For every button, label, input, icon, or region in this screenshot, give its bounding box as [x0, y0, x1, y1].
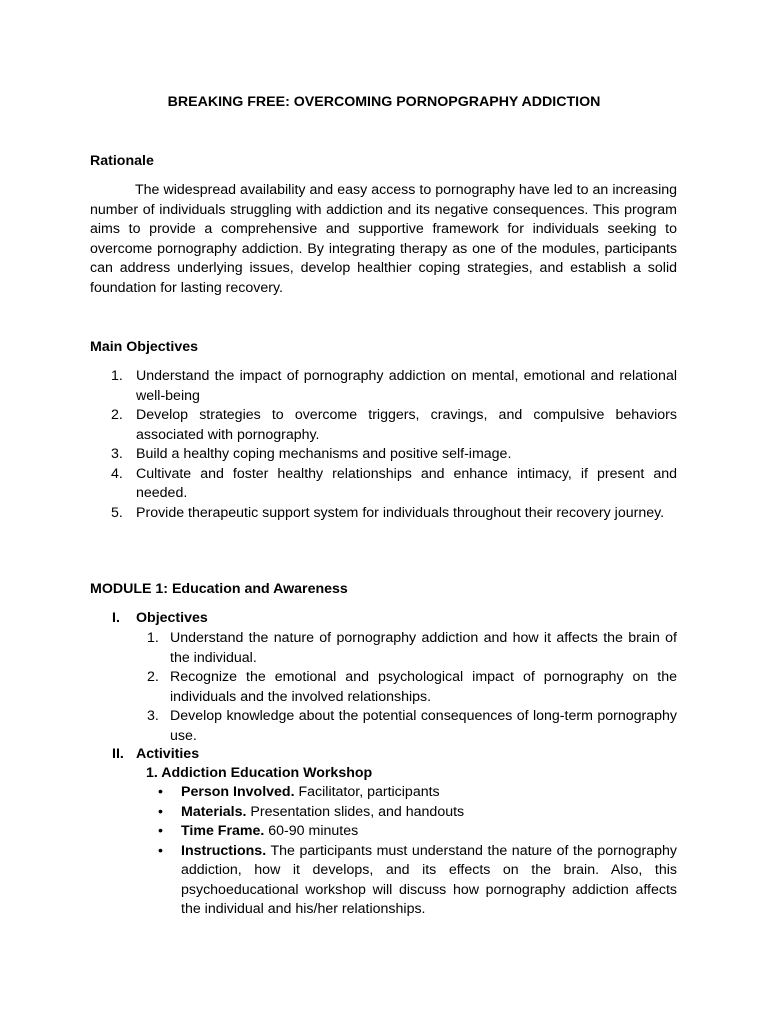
- list-item: • Time Frame. 60-90 minutes: [90, 822, 677, 842]
- bullet-icon: •: [158, 842, 163, 859]
- roman-numeral: II.: [112, 746, 124, 762]
- list-item: 2. Recognize the emotional and psychological impact of pornography on the individuals and the involved relationships.: [147, 669, 677, 705]
- rationale-heading: Rationale: [90, 153, 154, 169]
- list-item: 2. Develop strategies to overcome triggers, cravings, and compulsive behaviors associated with pornography.: [111, 407, 677, 443]
- list-item: 3. Develop knowledge about the potential consequences of long-term pornography use.: [147, 708, 677, 744]
- bullet-icon: •: [158, 784, 163, 800]
- list-item: 1. Understand the nature of pornography addiction and how it affects the brain of the individual.: [147, 630, 677, 666]
- workshop-title: 1. Addiction Education Workshop: [146, 765, 373, 781]
- module1-objectives-list: [90, 629, 677, 746]
- list-item: 4. Cultivate and foster healthy relationships and enhance intimacy, if present and needed.: [111, 465, 677, 501]
- roman-numeral: I.: [112, 610, 120, 626]
- bullet-icon: •: [158, 823, 163, 839]
- main-objectives-list: [90, 367, 677, 523]
- main-objectives-heading: Main Objectives: [90, 339, 199, 355]
- list-item: 5. Provide therapeutic support system for individuals throughout their recovery journey.: [111, 504, 665, 521]
- document-title: BREAKING FREE: OVERCOMING PORNOPGRAPHY ADDICTION: [167, 94, 601, 110]
- section-label: Objectives: [136, 610, 208, 626]
- list-item: • Materials. Presentation slides, and handouts: [90, 803, 677, 823]
- list-item: 3. Build a healthy coping mechanisms and positive self-image.: [111, 446, 512, 462]
- rationale-paragraph: The widespread availability and easy access to pornography have led to an increasing number of individuals struggling with addiction and its negative consequences. This program aims to provide a comprehensive and supportive framework for individuals seeking to overcome pornography addiction. By integrating therapy as one of the modules, participants can address underlying issues, develop healthier coping strategies, and establish a solid foundation for lasting recovery.: [90, 182, 677, 296]
- workshop-details-list: [90, 783, 677, 920]
- list-item: • Person Involved. Facilitator, participants: [90, 783, 677, 803]
- module1-heading: MODULE 1: Education and Awareness: [90, 581, 348, 597]
- section-label: Activities: [136, 746, 200, 762]
- list-item: • Instructions. The participants must understand the nature of the pornography addiction, how it develops, and its effects on the brain. Also, this psychoeducational workshop will discuss how pornography addiction affects the individual and his/her relationships.: [158, 842, 677, 917]
- list-item: 1. Understand the impact of pornography addiction on mental, emotional and relational well-being: [111, 368, 677, 404]
- bullet-icon: •: [158, 803, 163, 820]
